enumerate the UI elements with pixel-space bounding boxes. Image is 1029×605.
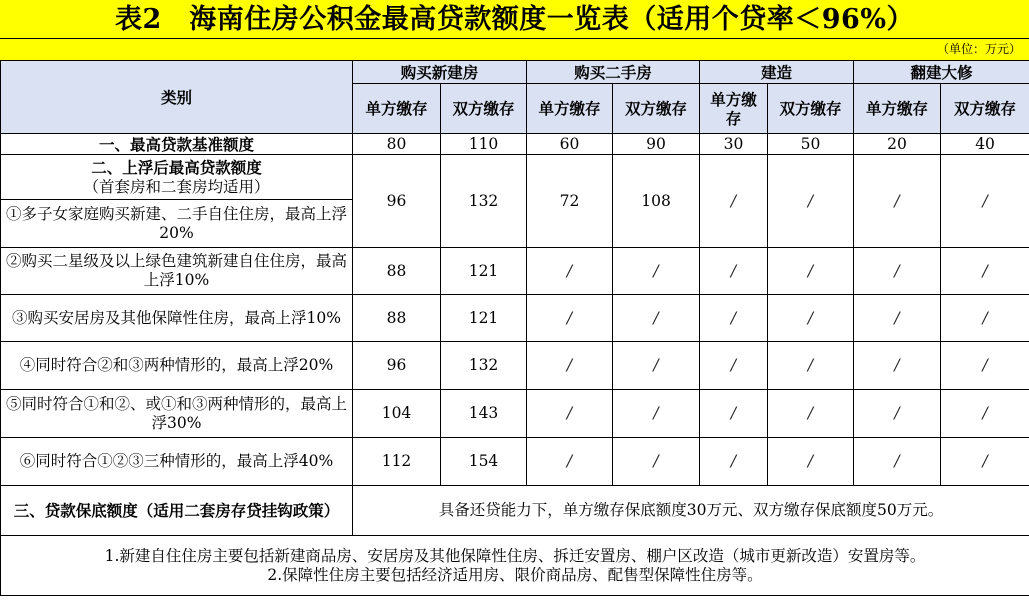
cell-value: 40 — [941, 134, 1029, 155]
cell-value: / — [613, 248, 700, 295]
cell-value: 143 — [441, 390, 527, 438]
row-label: ⑤同时符合①和②、或①和③两种情形的，最高上浮30% — [1, 390, 353, 438]
group-header-new-house: 购买新建房 — [353, 61, 527, 84]
table-row — [1, 486, 1029, 536]
cell-value: 30 — [700, 134, 768, 155]
table-row — [1, 342, 1029, 390]
cell-value: / — [854, 438, 941, 486]
cell-value: / — [768, 342, 854, 390]
group-header-second-hand: 购买二手房 — [527, 61, 700, 84]
cell-value: / — [768, 155, 854, 248]
row-label: 三、贷款保底额度（适用二套房存贷挂钩政策） — [1, 486, 353, 536]
cell-value: / — [941, 438, 1029, 486]
floor-amount-text: 具备还贷能力下，单方缴存保底额度30万元、双方缴存保底额度50万元。 — [353, 486, 1029, 536]
cell-value: / — [700, 438, 768, 486]
cell-value: / — [941, 295, 1029, 342]
cell-value: 104 — [353, 390, 441, 438]
cell-value: / — [854, 390, 941, 438]
notes-cell — [1, 536, 1029, 596]
cell-value: 90 — [613, 134, 700, 155]
cell-value: 108 — [613, 155, 700, 248]
sub-header: 单方缴存 — [527, 84, 613, 134]
cell-value: / — [768, 248, 854, 295]
table-row — [1, 134, 1029, 155]
table-title: 表2 海南住房公积金最高贷款额度一览表（适用个贷率＜96%） — [0, 0, 1029, 39]
row-label: ④同时符合②和③两种情形的，最高上浮20% — [1, 342, 353, 390]
row-label — [1, 155, 353, 200]
cell-value: / — [768, 438, 854, 486]
sub-header: 双方缴存 — [613, 84, 700, 134]
cell-value: / — [941, 155, 1029, 248]
cell-value: / — [613, 295, 700, 342]
row-label: ⑥同时符合①②③三种情形的，最高上浮40% — [1, 438, 353, 486]
cell-value: 72 — [527, 155, 613, 248]
notes-row — [1, 536, 1029, 596]
sub-header: 单方缴存 — [854, 84, 941, 134]
cell-value: 96 — [353, 155, 441, 248]
cell-value: 112 — [353, 438, 441, 486]
group-header-build: 建造 — [700, 61, 854, 84]
cell-value: / — [700, 342, 768, 390]
cell-value: 132 — [441, 342, 527, 390]
cell-value: / — [854, 295, 941, 342]
table-row — [1, 155, 1029, 200]
row-label: 一、最高贷款基准额度 — [1, 134, 353, 155]
cell-value: 121 — [441, 248, 527, 295]
cell-value: / — [854, 342, 941, 390]
sub-header: 双方缴存 — [768, 84, 854, 134]
table-row — [1, 248, 1029, 295]
table-row — [1, 390, 1029, 438]
cell-value: / — [613, 390, 700, 438]
cell-value: / — [854, 155, 941, 248]
cell-value: / — [527, 248, 613, 295]
cell-value: 80 — [353, 134, 441, 155]
cell-value: / — [768, 390, 854, 438]
cell-value: / — [527, 295, 613, 342]
cell-value: / — [941, 390, 1029, 438]
row-label-note: （首套房和二套房均适用） — [83, 177, 270, 196]
cell-value: 60 — [527, 134, 613, 155]
category-header: 类别 — [1, 61, 353, 134]
loan-limit-table — [0, 60, 1029, 596]
note-line: 1.新建自住住房主要包括新建商品房、安居房及其他保障性住房、拆迁安置房、棚户区改造（城市更新改造）安置房等。 — [104, 546, 926, 565]
sub-header: 双方缴存 — [441, 84, 527, 134]
cell-value: 50 — [768, 134, 854, 155]
table-row — [1, 438, 1029, 486]
cell-value: / — [941, 248, 1029, 295]
note-line: 2.保障性住房主要包括经济适用房、限价商品房、配售型保障性住房等。 — [267, 565, 763, 584]
cell-value: / — [854, 248, 941, 295]
cell-value: 96 — [353, 342, 441, 390]
group-header-renovation: 翻建大修 — [854, 61, 1029, 84]
cell-value: / — [527, 438, 613, 486]
cell-value: / — [700, 295, 768, 342]
cell-value: / — [768, 295, 854, 342]
cell-value: 88 — [353, 295, 441, 342]
cell-value: 110 — [441, 134, 527, 155]
cell-value: 88 — [353, 248, 441, 295]
row-label: ①多子女家庭购买新建、二手自住住房，最高上浮20% — [1, 200, 353, 248]
unit-label: （单位：万元） — [0, 39, 1029, 60]
cell-value: / — [700, 390, 768, 438]
row-label: ③购买安居房及其他保障性住房，最高上浮10% — [1, 295, 353, 342]
cell-value: / — [700, 155, 768, 248]
row-label-bold: 二、上浮后最高贷款额度 — [91, 157, 262, 177]
sub-header: 单方缴 存 — [700, 84, 768, 134]
cell-value: 121 — [441, 295, 527, 342]
cell-value: / — [527, 342, 613, 390]
cell-value: / — [613, 342, 700, 390]
sub-header: 双方缴存 — [941, 84, 1029, 134]
cell-value: / — [527, 390, 613, 438]
row-label: ②购买二星级及以上绿色建筑新建自住住房，最高上浮10% — [1, 248, 353, 295]
cell-value: 132 — [441, 155, 527, 248]
cell-value: 154 — [441, 438, 527, 486]
sub-header: 单方缴存 — [353, 84, 441, 134]
cell-value: 20 — [854, 134, 941, 155]
cell-value: / — [700, 248, 768, 295]
cell-value: / — [941, 342, 1029, 390]
table-row — [1, 295, 1029, 342]
cell-value: / — [613, 438, 700, 486]
